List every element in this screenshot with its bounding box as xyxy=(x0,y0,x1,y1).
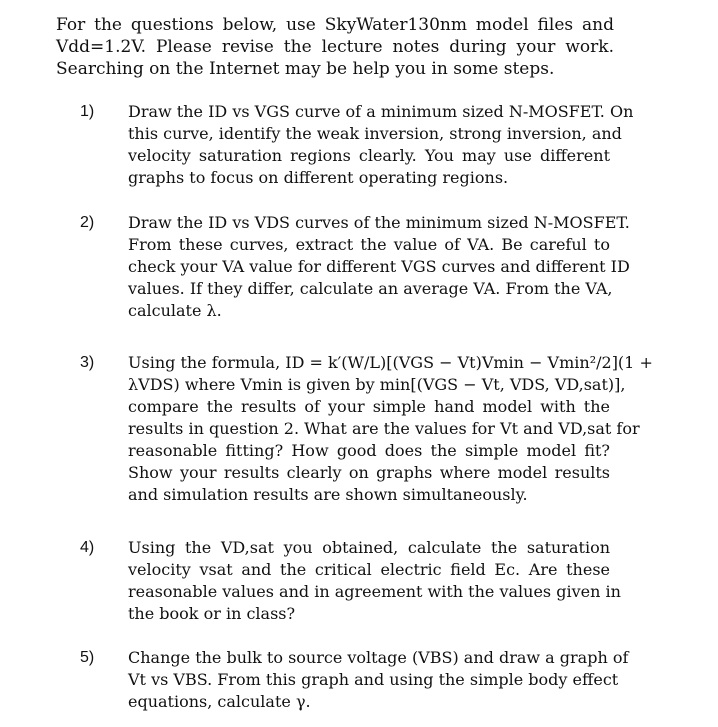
question-line: compare the results of your simple hand model with the xyxy=(128,397,610,416)
question-line: Vt vs VBS. From this graph and using the simple body effect xyxy=(128,670,619,689)
question-line: values. If they differ, calculate an average VA. From the VA, xyxy=(128,279,613,298)
question-line: velocity vsat and the critical electric field Ec. Are these xyxy=(128,560,610,579)
question-number: 1) xyxy=(80,103,95,120)
formula-line: Using the formula, ID = k′(W/L)[(VGS − Vt)Vmin − Vmin²/2](1 + xyxy=(128,353,653,372)
question-number: 5) xyxy=(80,649,95,666)
question-number: 2) xyxy=(80,214,95,231)
question-line: Draw the ID vs VGS curve of a minimum sized N-MOSFET. On xyxy=(128,102,634,121)
question-line: this curve, identify the weak inversion, strong inversion, and xyxy=(128,124,622,143)
intro-line: For the questions below, use SkyWater130nm model files and xyxy=(56,15,614,35)
question-line: graphs to focus on different operating regions. xyxy=(128,168,509,187)
question-line: and simulation results are shown simultaneously. xyxy=(128,485,528,504)
intro-line: Vdd=1.2V. Please revise the lecture notes during your work. xyxy=(56,37,614,57)
question-line: Change the bulk to source voltage (VBS) and draw a graph of xyxy=(128,648,629,667)
question-line: check your VA value for different VGS curves and different ID xyxy=(128,257,630,276)
formula-line: λVDS) where Vmin is given by min[(VGS − Vt, VDS, VD,sat)], xyxy=(128,375,626,394)
intro-line: Searching on the Internet may be help you in some steps. xyxy=(56,59,555,79)
question-line: calculate λ. xyxy=(128,301,222,320)
question-line: Draw the ID vs VDS curves of the minimum sized N-MOSFET. xyxy=(128,213,630,232)
question-line: results in question 2. What are the values for Vt and VD,sat for xyxy=(128,419,640,438)
intro-paragraph xyxy=(56,14,614,80)
question-line: reasonable values and in agreement with the values given in xyxy=(128,582,621,601)
question-line: reasonable fitting? How good does the simple model fit? xyxy=(128,441,610,460)
question-line: Using the VD,sat you obtained, calculate the saturation xyxy=(128,538,610,557)
question-number: 3) xyxy=(80,354,95,371)
question-line: velocity saturation regions clearly. You may use different xyxy=(128,146,610,165)
question-number: 4) xyxy=(80,539,95,556)
question-line: Show your results clearly on graphs where model results xyxy=(128,463,610,482)
question-line: From these curves, extract the value of VA. Be careful to xyxy=(128,235,610,254)
question-line: the book or in class? xyxy=(128,604,296,623)
question-line: equations, calculate γ. xyxy=(128,692,311,711)
